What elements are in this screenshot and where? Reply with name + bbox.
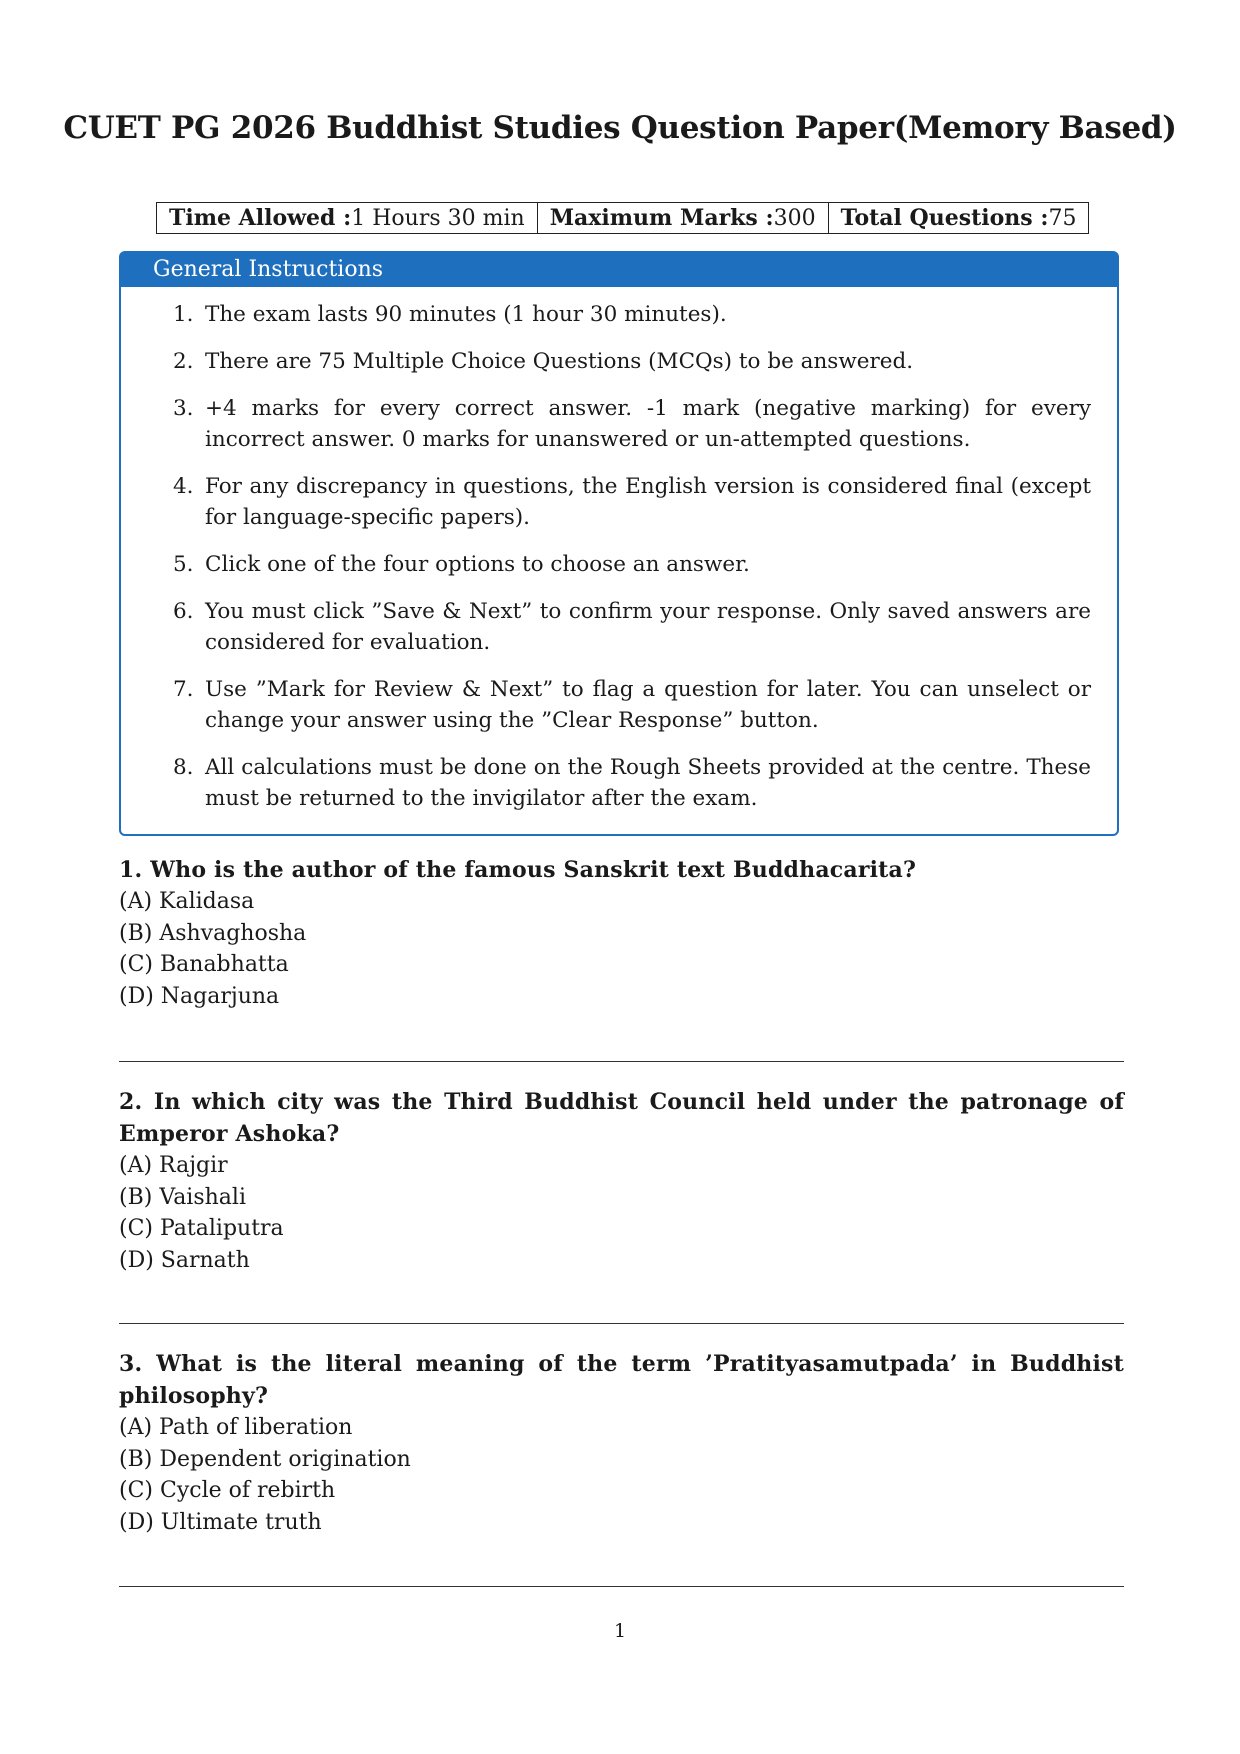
instruction-number: 2. (173, 349, 194, 374)
question-text: 2. In which city was the Third Buddhist Council held under the patronage of Emperor Ashoka? (119, 1089, 1124, 1147)
instruction-number: 1. (173, 302, 194, 327)
question-3 (119, 1348, 1124, 1538)
option-d[interactable]: (D) Sarnath (119, 1247, 250, 1273)
option-a[interactable]: (A) Rajgir (119, 1153, 228, 1178)
instruction-number: 6. (173, 599, 194, 624)
total-questions-label: Total Questions : (840, 205, 1049, 231)
instructions-heading: General Instructions (121, 253, 1117, 287)
maximum-marks-label: Maximum Marks : (549, 205, 774, 231)
maximum-marks-value: 300 (773, 206, 816, 231)
option-a[interactable]: (A) Kalidasa (119, 889, 255, 914)
time-allowed-cell (157, 203, 537, 233)
total-questions-value: 75 (1048, 206, 1077, 231)
instruction-text: For any discrepancy in questions, the English version is considered final (except for language-specific papers). (205, 474, 1091, 530)
question-divider (119, 1323, 1124, 1324)
time-allowed-label: Time Allowed : (169, 205, 352, 231)
option-a[interactable]: (A) Path of liberation (119, 1415, 353, 1440)
question-1 (119, 854, 1124, 1012)
option-d[interactable]: (D) Ultimate truth (119, 1509, 322, 1535)
instruction-number: 4. (173, 474, 194, 499)
instructions-list (173, 299, 1091, 830)
instruction-item (173, 752, 1091, 814)
instruction-item (173, 674, 1091, 736)
question-text: 1. Who is the author of the famous Sanskrit text Buddhacarita? (119, 857, 917, 883)
instruction-text: +4 marks for every correct answer. -1 mark (negative marking) for every incorrect answer. 0 marks for unanswered or un-attempted questions. (205, 396, 1091, 452)
option-b[interactable]: (B) Vaishali (119, 1184, 246, 1210)
instruction-text: You must click ”Save & Next” to confirm your response. Only saved answers are considered for evaluation. (205, 599, 1091, 655)
instruction-item (173, 471, 1091, 533)
option-c[interactable]: (C) Banabhatta (119, 952, 289, 977)
instruction-number: 8. (173, 755, 194, 780)
instruction-item (173, 299, 1091, 330)
instruction-text: Use ”Mark for Review & Next” to flag a question for later. You can unselect or change your answer using the ”Clear Response” button. (205, 677, 1091, 733)
total-questions-cell (828, 203, 1089, 233)
instruction-number: 3. (173, 396, 194, 421)
instruction-number: 5. (173, 552, 194, 577)
option-b[interactable]: (B) Ashvaghosha (119, 920, 307, 946)
option-b[interactable]: (B) Dependent origination (119, 1446, 411, 1472)
page-number: 1 (613, 1620, 627, 1642)
maximum-marks-cell (537, 203, 828, 233)
instruction-item (173, 596, 1091, 658)
exam-info-table (156, 202, 1089, 234)
option-c[interactable]: (C) Pataliputra (119, 1216, 284, 1241)
instruction-text: The exam lasts 90 minutes (1 hour 30 minutes). (205, 302, 727, 327)
page-title: CUET PG 2026 Buddhist Studies Question Paper(Memory Based) (63, 110, 1177, 146)
instruction-item (173, 393, 1091, 455)
option-d[interactable]: (D) Nagarjuna (119, 983, 280, 1009)
question-divider (119, 1061, 1124, 1062)
instruction-number: 7. (173, 677, 194, 702)
question-text: 3. What is the literal meaning of the term ’Pratityasamutpada’ in Buddhist philosophy? (119, 1351, 1124, 1409)
question-divider (119, 1586, 1124, 1587)
instruction-text: There are 75 Multiple Choice Questions (MCQs) to be answered. (205, 349, 914, 374)
instruction-text: All calculations must be done on the Rough Sheets provided at the centre. These must be returned to the invigilator after the exam. (205, 755, 1091, 811)
option-c[interactable]: (C) Cycle of rebirth (119, 1478, 336, 1503)
instruction-item (173, 549, 1091, 580)
question-2 (119, 1086, 1124, 1276)
time-allowed-value: 1 Hours 30 min (351, 206, 525, 231)
general-instructions-box (119, 251, 1119, 836)
instruction-text: Click one of the four options to choose an answer. (205, 552, 750, 577)
instruction-item (173, 346, 1091, 377)
